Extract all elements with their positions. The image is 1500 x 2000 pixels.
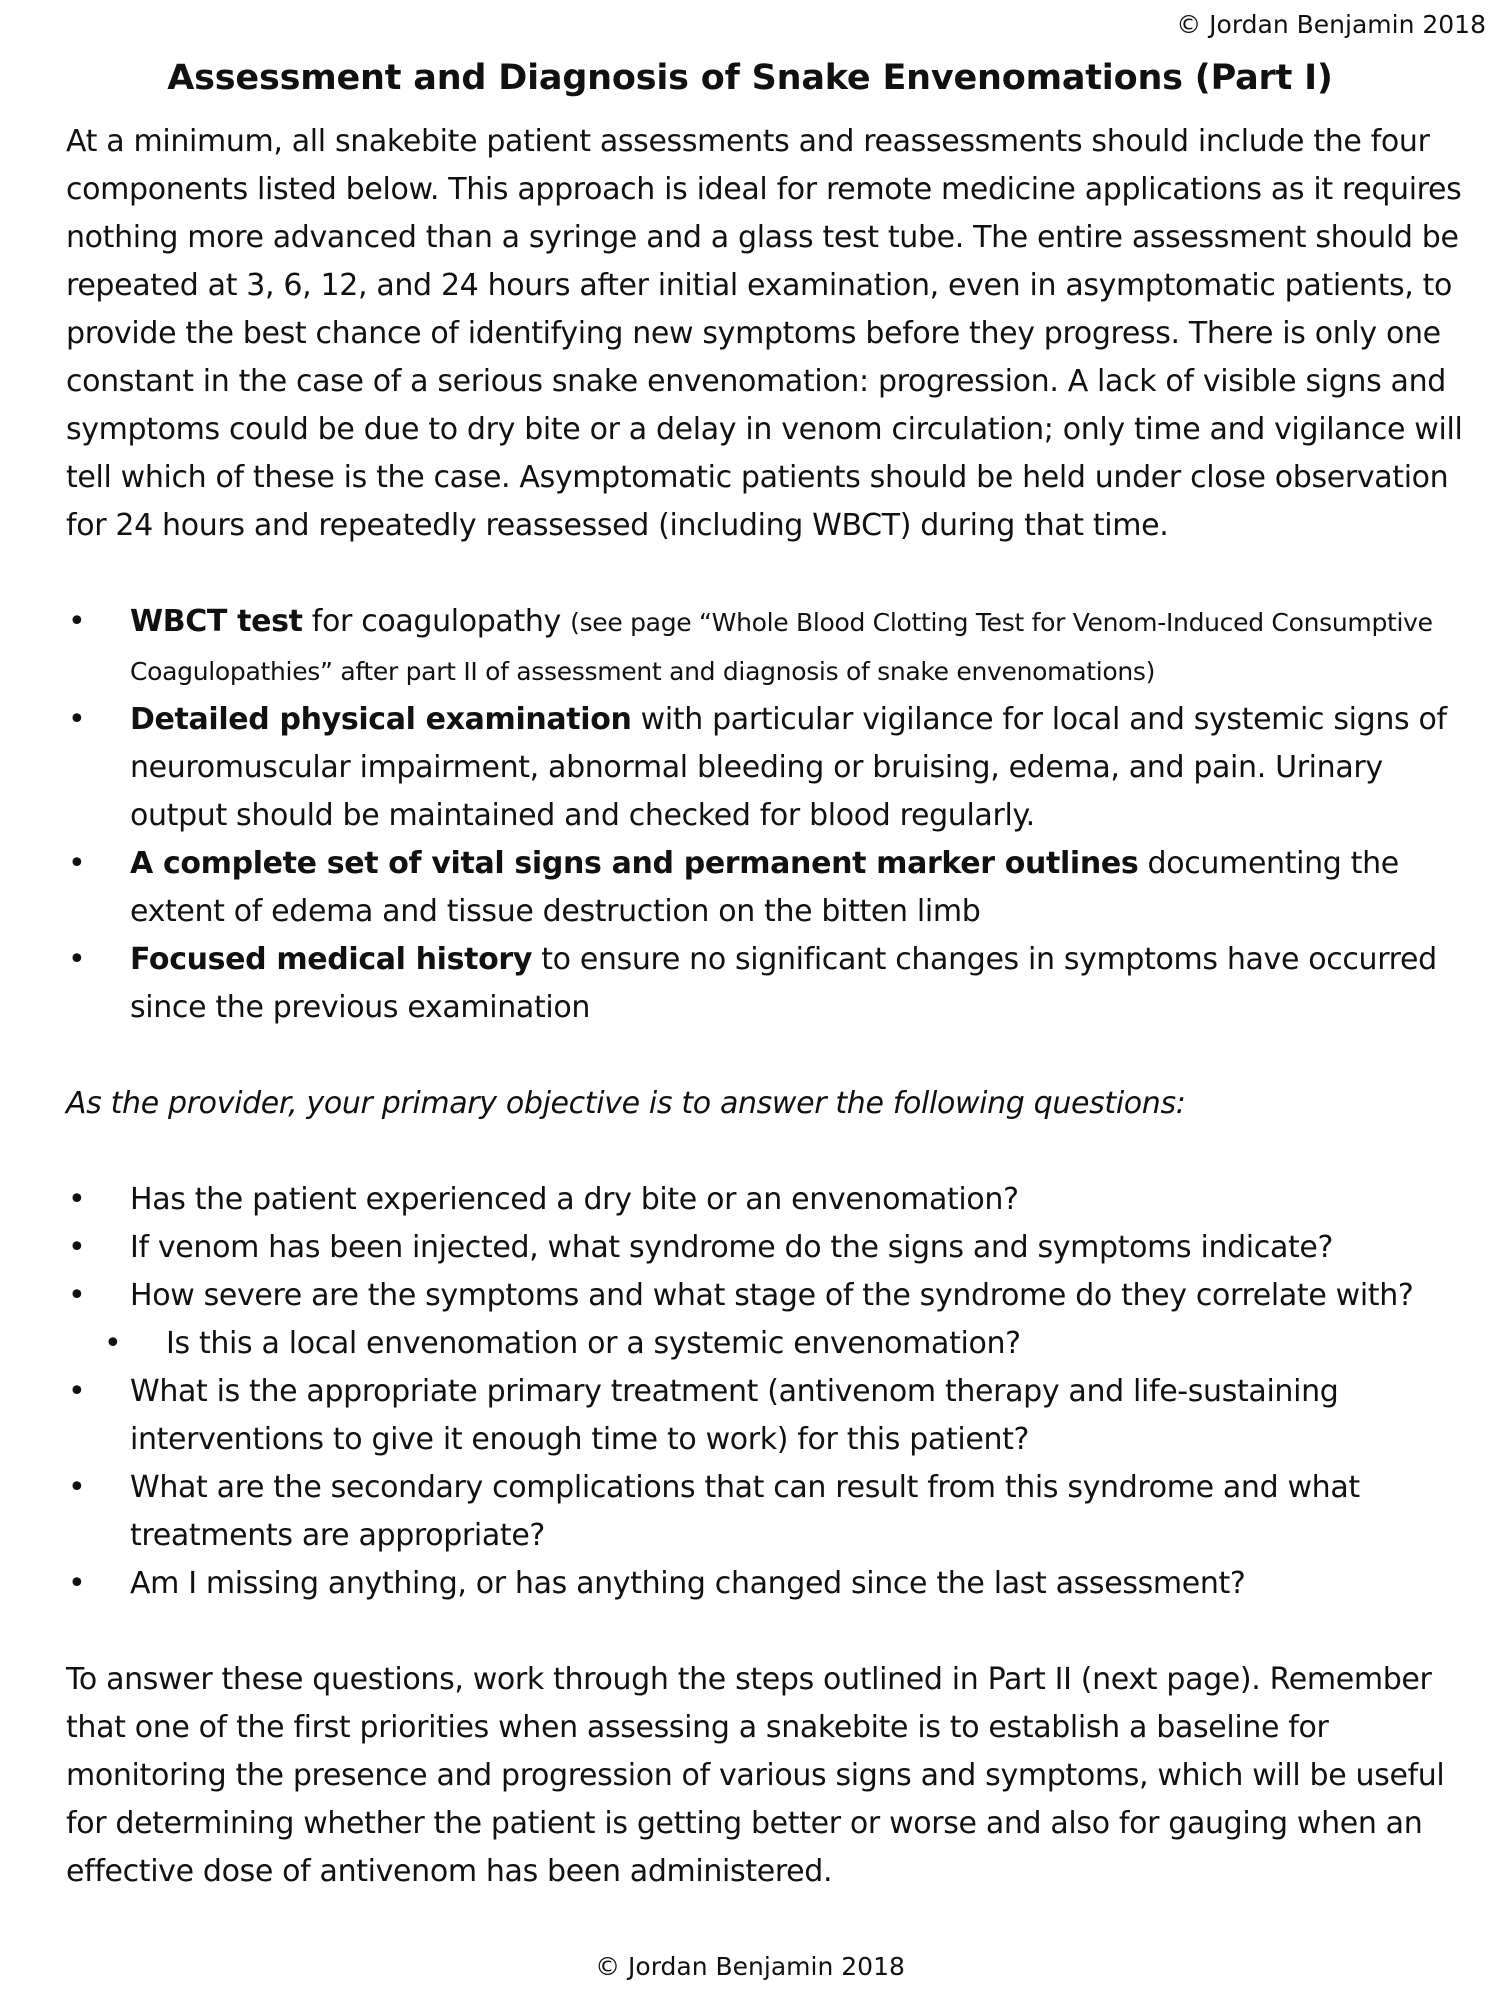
- list-item: [66, 1272, 1486, 1320]
- list-item: [66, 598, 1486, 696]
- component-text: with particular vigilance for local and systemic signs of neuromuscular impairment, abnormal bleeding or bruising, edema, and pain. Urinary output should be maintained and checked for blood regularly.: [130, 702, 1447, 833]
- list-item: [66, 696, 1486, 840]
- page-reference: (see page “Whole Blood Clotting Test for Venom-Induced Consumptive Coagulopathies” after part II of assessment and diagnosis of snake envenomations): [130, 608, 1433, 686]
- copyright-header: © Jordan Benjamin 2018: [1176, 10, 1486, 39]
- list-item: • Is this a local envenomation or a systemic envenomation?: [66, 1320, 1486, 1368]
- questions-sublist: [66, 1320, 1486, 1368]
- page-title: Assessment and Diagnosis of Snake Envenomations (Part I): [167, 58, 1333, 98]
- component-title: WBCT test: [130, 604, 303, 639]
- list-item: • If venom has been injected, what syndrome do the signs and symptoms indicate?: [66, 1224, 1486, 1272]
- component-title: Detailed physical examination: [130, 702, 632, 737]
- list-item: [66, 840, 1486, 936]
- component-text: to ensure no significant changes in symptoms have occurred since the previous examination: [130, 942, 1437, 1025]
- closing-paragraph: To answer these questions, work through the steps outlined in Part II (next page). Remember that one of the first priorities when assessing a snakebite is to establish a baseline for monitoring the presence and progression of various signs and symptoms, which will be useful for determining whether the patient is getting better or worse and also for gauging when an effective dose of antivenom has been administered.: [66, 1662, 1445, 1889]
- list-item: [66, 936, 1486, 1032]
- intro-paragraph: At a minimum, all snakebite patient assessments and reassessments should include the four components listed below. This approach is ideal for remote medicine applications as it requires nothing more advanced than a syringe and a glass test tube. The entire assessment should be repeated at 3, 6, 12, and 24 hours after initial examination, even in asymptomatic patients, to provide the best chance of identifying new symptoms before they progress. There is only one constant in the case of a serious snake envenomation: progression. A lack of visible signs and symptoms could be due to dry bite or a delay in venom circulation; only time and vigilance will tell which of these is the case. Asymptomatic patients should be held under close observation for 24 hours and repeatedly reassessed (including WBCT) during that time.: [66, 124, 1463, 543]
- questions-list: [66, 1176, 1486, 1320]
- question-text: How severe are the symptoms and what stage of the syndrome do they correlate with?: [130, 1278, 1414, 1313]
- questions-list-continued: [66, 1368, 1486, 1608]
- component-text: for coagulopathy: [302, 604, 571, 639]
- copyright-footer: © Jordan Benjamin 2018: [595, 1952, 905, 1981]
- main-content: [66, 118, 1486, 1896]
- list-item: • Am I missing anything, or has anything changed since the last assessment?: [66, 1560, 1486, 1608]
- list-item: • What are the secondary complications that can result from this syndrome and what treatments are appropriate?: [66, 1464, 1486, 1560]
- list-item: • Has the patient experienced a dry bite or an envenomation?: [66, 1176, 1486, 1224]
- assessment-components-list: [66, 598, 1486, 1032]
- component-text: documenting the extent of edema and tissue destruction on the bitten limb: [130, 846, 1399, 929]
- component-title: A complete set of vital signs and permanent marker outlines: [130, 846, 1139, 881]
- component-title: Focused medical history: [130, 942, 533, 977]
- objective-statement: As the provider, your primary objective is to answer the following questions:: [66, 1086, 1186, 1121]
- list-item: • What is the appropriate primary treatment (antivenom therapy and life-sustaining interventions to give it enough time to work) for this patient?: [66, 1368, 1486, 1464]
